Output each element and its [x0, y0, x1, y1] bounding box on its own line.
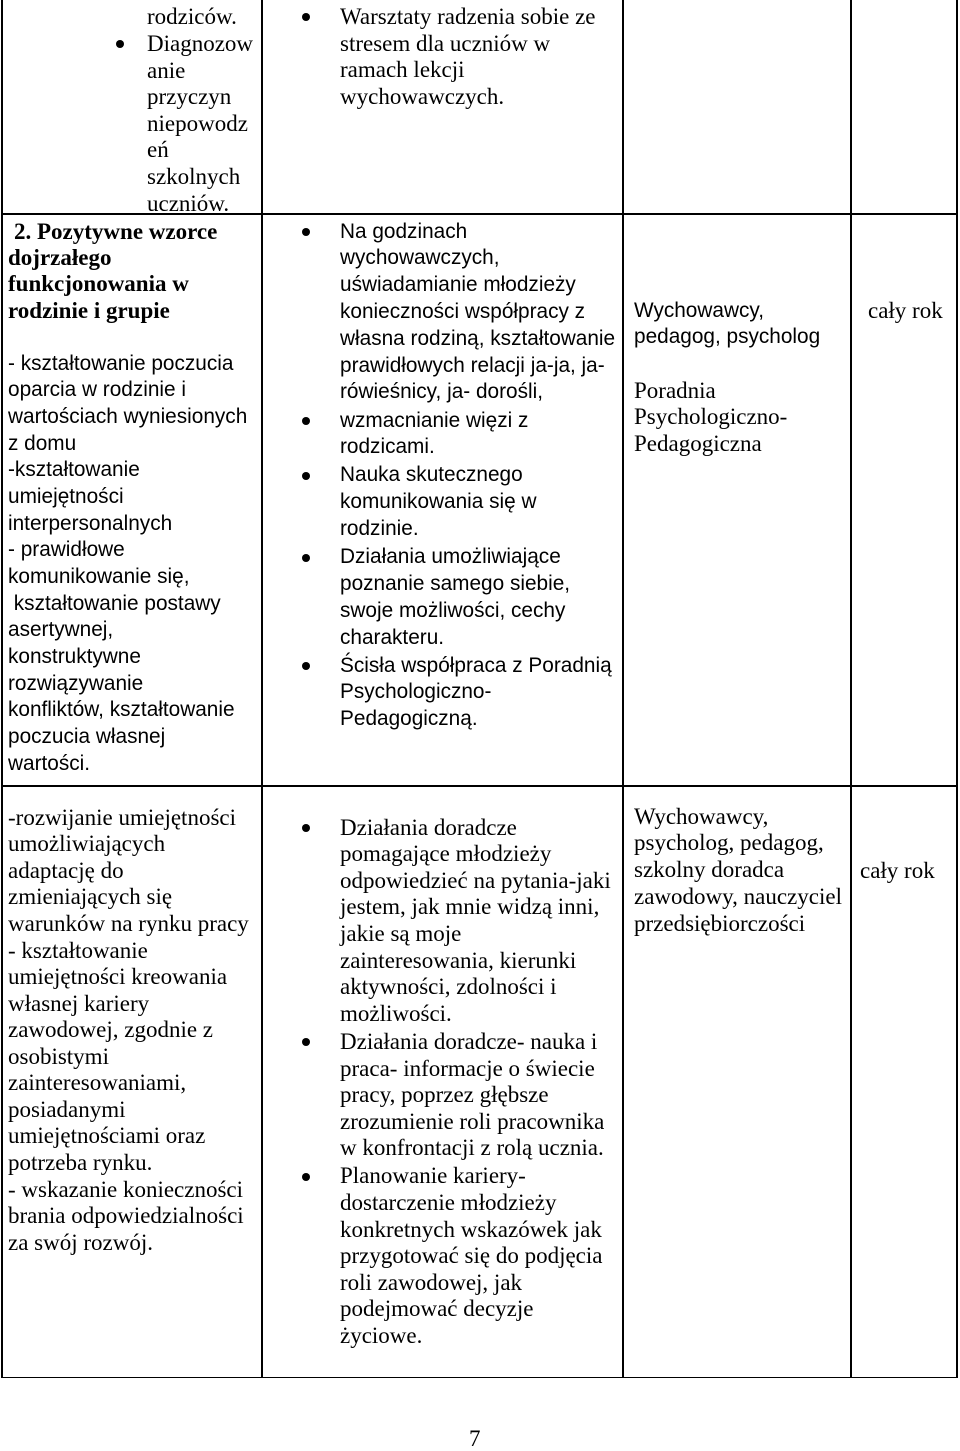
goal-description: -rozwijanie umiejętności umożliwiających adaptację do zmieniających się warunków na rynku pracy - kształtowanie umiejętności kreowania własnej kariery zawodowej, zgodnie z osobistymi zainteresowaniami, posiadanymi umiejętnościami oraz potrzeba rynku. - wskazanie konieczności brania odpowiedzialności za swój rozwój.: [8, 804, 249, 1255]
list-item: [340, 653, 615, 733]
bullet-list: [340, 4, 595, 110]
goal-heading: 2. Pozytywne wzorce dojrzałego funkcjonowania w rodzinie i grupie: [8, 218, 218, 323]
row-3-col-2-cell: [262, 787, 622, 1377]
page-number: 7: [469, 1426, 481, 1451]
list-item-text: wzmacnianie więzi z rodzicami.: [340, 408, 529, 459]
list-item-text: Działania umożliwiające poznanie samego siebie, swoje możliwości, cechy charakteru.: [340, 545, 571, 649]
bullet-icon: [302, 1038, 310, 1046]
list-item: [340, 408, 615, 462]
row-3-col-4-cell: [851, 787, 957, 1377]
list-item: [340, 1029, 611, 1162]
row-2-col-1-cell: [2, 215, 261, 786]
list-item: [147, 31, 253, 217]
list-item: [340, 219, 615, 407]
continuation-text: rodziców.: [147, 4, 237, 29]
list-item: [340, 4, 595, 110]
bullet-icon: [302, 472, 310, 480]
bullet-icon: [302, 554, 310, 562]
bullet-list: [340, 219, 615, 733]
row-3-col-3-cell: [623, 787, 850, 1377]
responsible-people: Wychowawcy, psycholog, pedagog, szkolny doradca zawodowy, nauczyciel przedsiębiorczości: [634, 803, 842, 936]
row-2-col-2-cell: [262, 215, 622, 786]
list-item-text: Działania doradcze- nauka i praca- informacje o świecie pracy, poprzez głębsze zrozumienie roli pracownika w konfrontacji z rolą ucznia.: [340, 1028, 605, 1161]
list-item: [340, 815, 611, 1028]
bullet-icon: [302, 662, 310, 670]
row-1-col-3-cell: [623, 0, 850, 213]
bullet-icon: [302, 13, 310, 21]
bullet-icon: [302, 228, 310, 236]
list-item-text: Ścisła współpraca z Poradnią Psychologiczno- Pedagogiczną.: [340, 653, 612, 731]
row-1-col-1-cell: [2, 0, 261, 216]
list-item: [340, 1163, 611, 1349]
bullet-list: [340, 815, 611, 1350]
bullet-icon: [116, 40, 124, 48]
list-item-text: Diagnozow anie przyczyn niepowodz eń szkolnych uczniów.: [147, 31, 254, 216]
list-item-text: Planowanie kariery- dostarczenie młodzieży konkretnych wskazówek jak przygotować się do podjęcia roli zawodowej, jak podejmować decyzje życiowe.: [340, 1163, 603, 1348]
responsible-institution: Poradnia Psychologiczno- Pedagogiczna: [634, 377, 788, 456]
timeframe-text: cały rok: [860, 857, 935, 883]
bullet-icon: [302, 1173, 310, 1181]
responsible-people: Wychowawcy, pedagog, psycholog: [634, 298, 821, 349]
bullet-list: [147, 31, 253, 217]
list-item-text: Na godzinach wychowawczych, uświadamianie młodzieży konieczności współpracy z własna rodziną, kształtowanie prawidłowych relacji ja-ja, ja- rówieśnicy, ja- dorośli,: [340, 219, 616, 404]
list-item-text: Działania doradcze pomagające młodzieży odpowiedzieć na pytania-jaki jestem, jak mnie widzą inni, jakie są moje zainteresowania, kierunki aktywności, zdolności i możliwości.: [340, 814, 611, 1026]
table-border-bottom: [1, 1377, 958, 1379]
row-3-col-1-cell: [2, 787, 261, 1377]
row-1-col-4-cell: [851, 0, 957, 213]
bullet-icon: [302, 824, 310, 832]
row-2-col-3-cell: [623, 215, 850, 786]
bullet-icon: [302, 417, 310, 425]
list-item: [340, 544, 615, 651]
timeframe-text: cały rok: [868, 297, 943, 323]
row-1-col-2-cell: [262, 0, 622, 213]
list-item-text: Nauka skutecznego komunikowania się w rodzinie.: [340, 463, 537, 541]
goal-description: - kształtowanie poczucia oparcia w rodzinie i wartościach wyniesionych z domu -kształtowanie umiejętności interpersonalnych - prawidłowe komunikowanie się, kształtowanie postawy asertywnej, konstruktywne rozwiązywanie konfliktów, kształtowanie poczucia własnej wartości.: [8, 351, 248, 775]
row-2-col-4-cell: [851, 215, 957, 786]
list-item-text: Warsztaty radzenia sobie ze stresem dla uczniów w ramach lekcji wychowawczych.: [340, 4, 596, 109]
list-item: [340, 462, 615, 542]
